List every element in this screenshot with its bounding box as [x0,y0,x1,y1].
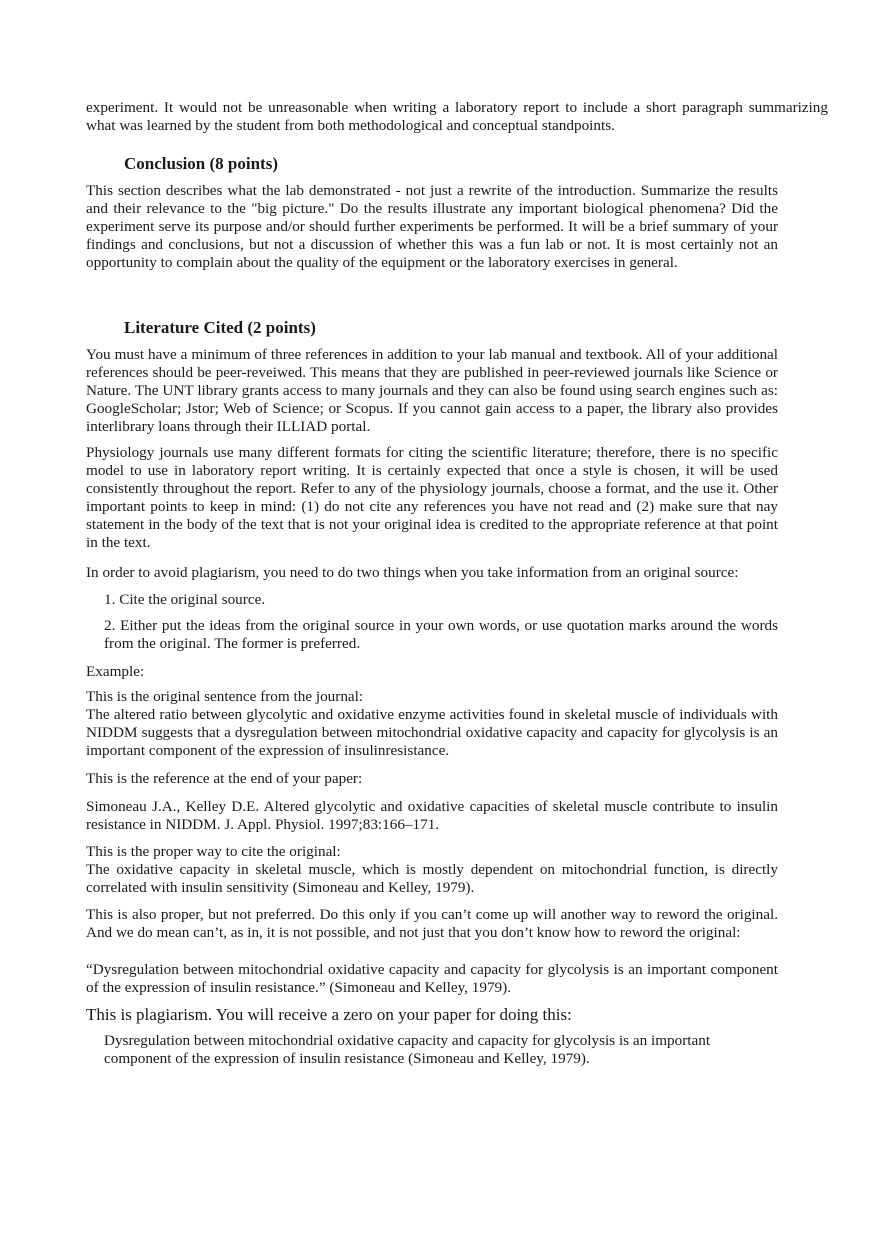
literature-paragraph-formats: Physiology journals use many different formats for citing the scientific literature; therefore, there is no specific model to use in laboratory report writing. It is certainly expected that once a style is chosen, it will be used consistently throughout the report. Refer to any of the physiology journals, choose a format, and the use it. Other important points to keep in mind: (1) do not cite any references you have not read and (2) make sure that nay statement in the body of the text that is not your original idea is credited to the appropriate reference at that point in the text. [86,444,778,551]
proper-citation-example: The oxidative capacity in skeletal muscle, which is mostly dependent on mitochondrial function, is directly correlated with insulin sensitivity (Simoneau and Kelley, 1979). [86,861,778,896]
quotation-note: This is also proper, but not preferred. Do this only if you can’t come up will another way to reword the original. And we do mean can’t, as in, it is not possible, and not just that you don’t know how to reword the original: [86,906,778,941]
literature-heading: Literature Cited (2 points) [124,318,316,337]
intro-tail-paragraph: experiment. It would not be unreasonable when writing a laboratory report to include a short paragraph summarizing what was learned by the student from both methodological and conceptual standpoints. [86,99,828,134]
original-sentence: The altered ratio between glycolytic and oxidative enzyme activities found in skeletal muscle of individuals with NIDDM suggests that a dysregulation between mitochondrial oxidative capacity and capacity for glycolysis is an important component of the expression of insulinresistance. [86,706,778,759]
plagiarism-example: Dysregulation between mitochondrial oxidative capacity and capacity for glycolysis is an important component of the expression of insulin resistance (Simoneau and Kelley, 1979). [104,1032,711,1067]
plagiarism-intro: In order to avoid plagiarism, you need to do two things when you take information from an original source: [86,564,739,581]
conclusion-paragraph: This section describes what the lab demonstrated - not just a rewrite of the introduction. Summarize the results and their relevance to the "big picture." Do the results illustrate any important biological phenomena? Did the experiment serve its purpose and/or should further experiments be performed. It will be a brief summary of your findings and conclusions, but not a discussion of whether this was a fun lab or not. It is most certainly not an opportunity to complain about the quality of the equipment or the laboratory exercises in general. [86,182,778,271]
quotation-example: “Dysregulation between mitochondrial oxidative capacity and capacity for glycolysis is an important component of the expression of insulin resistance.” (Simoneau and Kelley, 1979). [86,961,778,996]
conclusion-heading: Conclusion (8 points) [124,154,278,173]
list-item-paraphrase: 2. Either put the ideas from the original source in your own words, or use quotation marks around the words from the original. The former is preferred. [104,617,778,652]
literature-paragraph-references: You must have a minimum of three references in addition to your lab manual and textbook. All of your additional references should be peer-reveiwed. This means that they are published in peer-reviewed journals like Science or Nature. The UNT library grants access to many journals and they can also be found using search engines such as: GoogleScholar; Jstor; Web of Science; or Scopus. If you cannot gain access to a paper, the library also provides interlibrary loans through their ILLIAD portal. [86,346,778,435]
list-item-cite: 1. Cite the original source. [104,591,266,608]
reference-label: This is the reference at the end of your paper: [86,770,363,787]
original-sentence-label: This is the original sentence from the journal: [86,688,364,705]
example-label: Example: [86,663,145,680]
plagiarism-label: This is plagiarism. You will receive a zero on your paper for doing this: [86,1005,572,1024]
reference-entry: Simoneau J.A., Kelley D.E. Altered glycolytic and oxidative capacities of skeletal muscle contribute to insulin resistance in NIDDM. J. Appl. Physiol. 1997;83:166–171. [86,798,778,833]
proper-citation-label: This is the proper way to cite the original: [86,843,341,860]
